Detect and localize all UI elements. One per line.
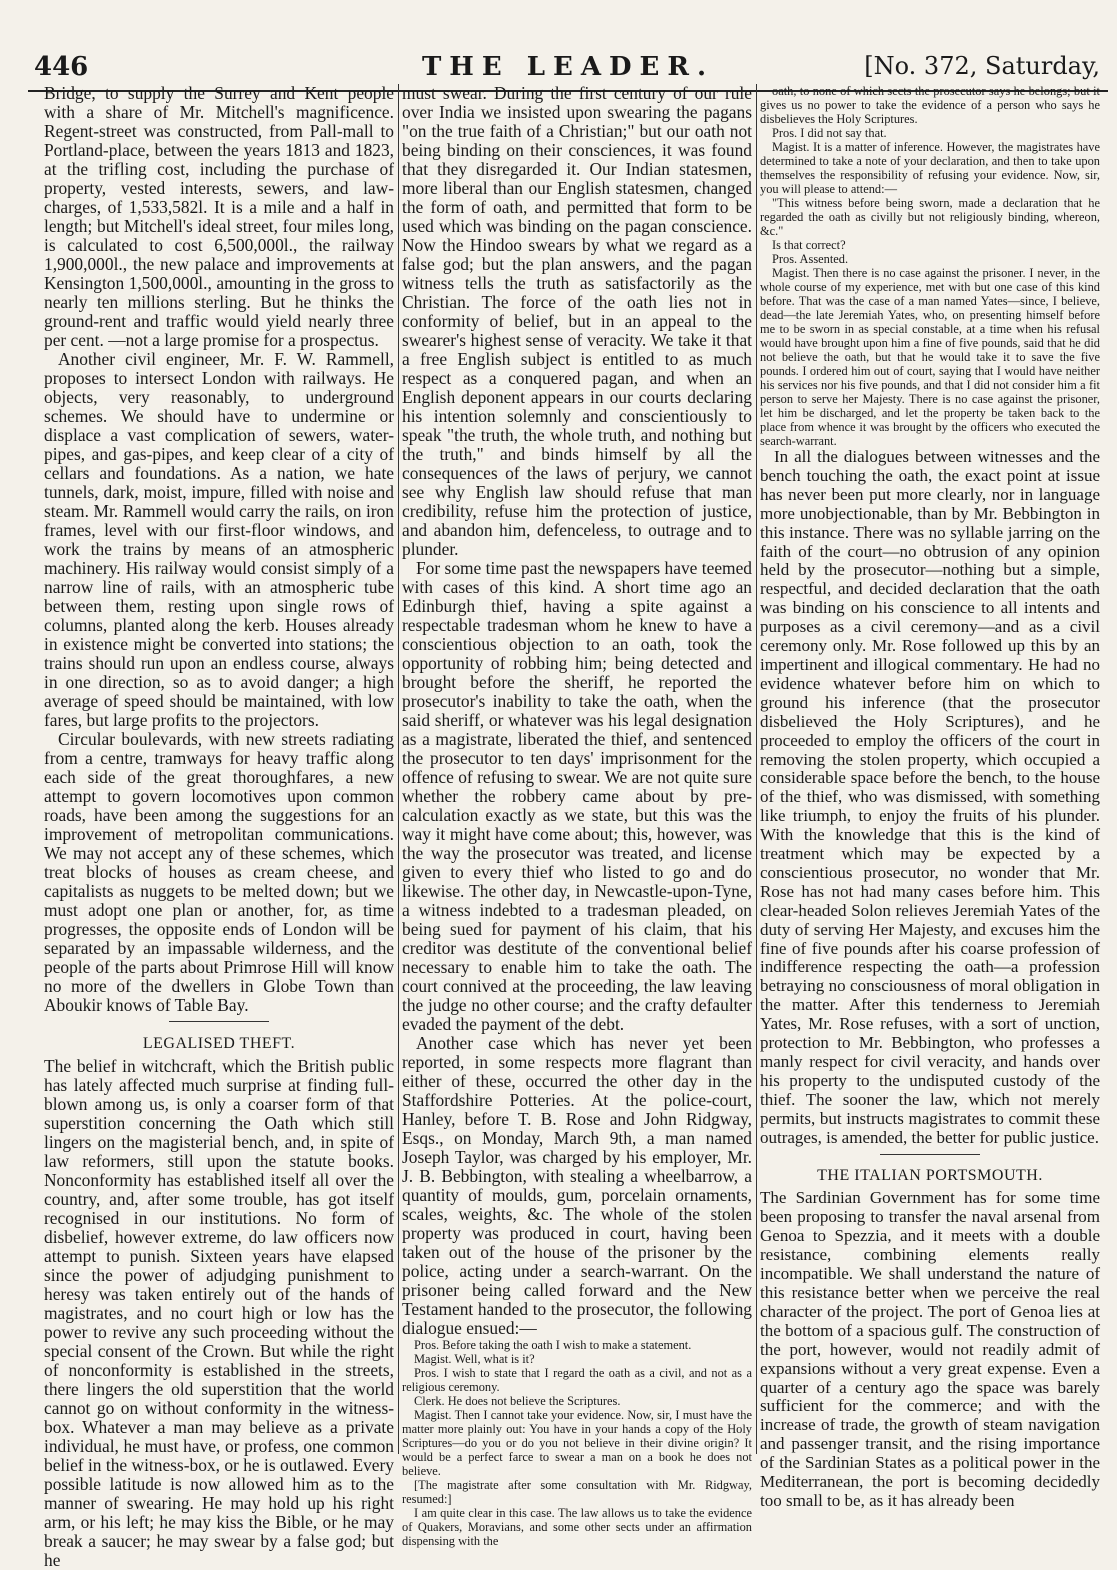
dialogue-line: Pros. I wish to state that I regard the oath as a civil, and not as a religious ceremony.	[402, 1366, 752, 1394]
section-divider	[169, 1021, 269, 1022]
dialogue-line: Pros. I did not say that.	[772, 126, 887, 140]
dialogue-line: Magist. It is a matter of inference. However, the magistrates have determined to take a note of your declaration, and then to take upon themselves the responsibility of refusing your evidence. Now, sir, you will please to attend:—	[760, 140, 1100, 196]
dialogue-line: Pros. Before taking the oath I wish to make a statement.	[414, 1338, 692, 1352]
newspaper-title: THE LEADER.	[421, 52, 715, 82]
column-2	[402, 83, 752, 1548]
paragraph: In all the dialogues between witnesses and the bench touching the oath, the exact point at issue has never been put more clearly, nor in language more unobjectionable, than by Mr. Bebbington in this instance. There was no syllable jarring on the faith of the court—no obtrusion of any opinion held by the prosecutor—nothing but a simple, respectful, and decided declaration that the oath was binding on his conscience to all intents and purposes as a civil ceremony—and as a civil ceremony only. Mr. Rose followed up this by an impertinent and illogical commentary. He had no evidence whatever before him on which to ground his inference (that the prosecutor disbelieved the Holy Scriptures), and he proceeded to employ the officers of the court in removing the stolen property, which occupied a considerable space before the bench, to the house of the thief, who was dismissed, with something like triumph, to enjoy the fruits of his plunder. With the knowledge that this is the kind of treatment which may be expected by a conscientious prosecutor, no wonder that Mr. Rose has not had many cases before him. This clear-headed Solon relieves Jeremiah Yates of the duty of serving Her Majesty, and excuses him the fine of five pounds after his coarse profession of indifference respecting the oath—a profession betraying no consciousness of moral obligation in the matter. After this tenderness to Jeremiah Yates, Mr. Rose refuses, with a sort of unction, protection to Mr. Bebbington, who professes a manly respect for civil veracity, and hands over his property to the undisputed custody of the thief. The sooner the law, which not merely permits, but instructs magistrates to commit these outrages, is amended, the better for public justice.	[760, 447, 1100, 1147]
column-1	[44, 83, 394, 1570]
paragraph: The Sardinian Government has for some time been proposing to transfer the naval arsenal from Genoa to Spezzia, and it meets with a double resistance, combining elements really incompatible. We shall understand the nature of this resistance better when we perceive the real character of the project. The port of Genoa lies at the bottom of a spacious gulf. The construction of the port, however, would not readily admit of expansions without a very great expense. Even a quarter of a century ago the space was barely sufficient for the commerce; and with the increase of trade, the growth of steam navigation and passenger transit, and the rising importance of the Sardinian States as a political power in the Mediterranean, the port is becoming decidedly too small to be, as it has already been	[760, 1188, 1100, 1510]
section-heading: THE ITALIAN PORTSMOUTH.	[817, 1166, 1043, 1184]
paragraph: For some time past the newspapers have teemed with cases of this kind. A short time ago an Edinburgh thief, having a spite against a respectable tradesman whom he knew to have a conscientious objection to an oath, took the opportunity of robbing him; being detected and brought before the sheriff, he reported the prosecutor's inability to take the oath, when the said sheriff, or whatever was his legal designation as a magistrate, liberated the thief, and sentenced the prosecutor to ten days' imprisonment for the offence of refusing to swear. We are not quite sure whether the robbery came about by pre-calculation exactly as we state, but this was the way it might have come about; this, however, was the way the prosecutor was treated, and license given to every thief who listed to go and do likewise. The other day, in Newcastle-upon-Tyne, a witness indebted to a tradesman pleaded, on being sued for payment of his claim, that his creditor was destitute of the conventional belief necessary to enable him to take the oath. The court connived at the proceeding, the law leaving the judge no other course; and the crafty defaulter evaded the payment of the debt.	[402, 558, 752, 1034]
dialogue-line: Magist. Then there is no case against the prisoner. I never, in the whole course of my experience, met with but one case of this kind before. That was the case of a man named Yates—since, I believe, dead—the late Jeremiah Yates, who, on presenting himself before me to be sworn in as special constable, at a time when his refusal would have brought upon him a fine of five pounds, said that he did not believe the oath, but that he would take it to save the five pounds. I ordered him out of court, saying that I would have neither his services nor his five pounds, and that I did not consider him a fit person to serve her Majesty. There is no case against the prisoner, let him be discharged, and let the property be taken back to the place from whence it was brought by the officers who executed the search-warrant.	[760, 266, 1100, 448]
dialogue-line: Clerk. He does not believe the Scriptures.	[414, 1394, 621, 1408]
dialogue-block	[402, 1338, 752, 1548]
issue-number: [No. 372, Saturday,	[864, 52, 1100, 80]
dialogue-line: Magist. Then I cannot take your evidence. Now, sir, I must have the matter more plainly out: You have in your hands a copy of the Holy Scriptures—do you or do you not believe in their divine origin? It would be a perfect farce to swear a man on a book he does not believe.	[402, 1408, 752, 1478]
dialogue-block	[760, 84, 1100, 448]
column-rule	[756, 84, 757, 1454]
dialogue-line: Magist. Well, what is it?	[414, 1352, 535, 1366]
paragraph: Circular boulevards, with new streets radiating from a centre, tramways for heavy traffic along each side of the great thoroughfares, a new attempt to govern locomotives upon common roads, have been among the suggestions for an improvement of metropolitan communications. We may not accept any of these schemes, which treat blocks of houses as cream cheese, and capitalists as nuggets to be melted down; but we must adopt one plan or another, for, as time progresses, the opposite ends of London will be separated by an impassable wilderness, and the people of the parts about Primrose Hill will know no more of the dwellers in Globe Town than Aboukir knows of Table Bay.	[44, 729, 394, 1015]
dialogue-line: Pros. Assented.	[772, 252, 849, 266]
page-number: 446	[34, 52, 89, 82]
paragraph: The belief in witchcraft, which the British public has lately affected much surprise at finding full-blown among us, is only a coarser form of that superstition concerning the Oath which still lingers on the magisterial bench, and, in spite of law reformers, still upon the statute books. Nonconformity has established itself all over the country, and, after some trouble, has got itself recognised in our institutions. No form of disbelief, however extreme, do law officers now attempt to punish. Sixteen years have elapsed since the power of adjudging punishment to heresy was taken entirely out of the hands of magistrates, and no court high or low has the power to revive any such proceeding without the special consent of the Crown. But while the right of nonconformity is established in the streets, there lingers the old superstition that the world cannot go on without conformity in the witness-box. Whatever a man may believe as a private individual, he must have, or profess, one common belief in the witness-box, or he is outlawed. Every possible latitude is now allowed him as to the manner of swearing. He may hold up his right arm, or his left; he may kiss the Bible, or he may break a saucer; he may swear by a false god; but he	[44, 1056, 394, 1570]
dialogue-line: "This witness before being sworn, made a declaration that he regarded the oath as civilly but not religiously binding, whereon, &c."	[760, 196, 1100, 238]
paragraph: must swear. During the first century of our rule over India we insisted upon swearing the pagans "on the true faith of a Christian;" but our oath not being binding on their consciences, it was found that they disregarded it. Our Indian statesmen, more liberal than our English statesmen, changed the form of oath, and permitted that form to be used which was binding on the pagan conscience. Now the Hindoo swears by what we regard as a false god; but the plan answers, and the pagan witness tells the truth as satisfactorily as the Christian. The force of the oath lies not in conformity of belief, but in an appeal to the swearer's highest sense of veracity. We take it that a free English subject is entitled to as much respect as a conquered pagan, and when an English deponent appears in our courts declaring his intention solemnly and conscientiously to speak "the truth, the whole truth, and nothing but the truth," and binds himself by all the consequences of the laws of perjury, we cannot see why English law should refuse that man credibility, refuse him the protection of justice, and abandon him, defenceless, to outrage and to plunder.	[402, 83, 752, 559]
section-heading: LEGALISED THEFT.	[142, 1035, 296, 1052]
dialogue-line: [The magistrate after some consultation with Mr. Ridgway, resumed:]	[402, 1478, 752, 1506]
dialogue-line: I am quite clear in this case. The law allows us to take the evidence of Quakers, Moravians, and some other sects under an affirmation dispensing with the	[402, 1506, 752, 1548]
paragraph: Another civil engineer, Mr. F. W. Rammell, proposes to intersect London with railways. He objects, very reasonably, to underground schemes. We should have to undermine or displace a vast complication of sewers, water-pipes, and gas-pipes, and keep clear of a city of cellars and foundations. As a nation, we hate tunnels, dark, moist, impure, filled with noise and steam. Mr. Rammell would carry the rails, on iron frames, level with our first-floor windows, and work the trains by means of an atmospheric machinery. His railway would consist simply of a narrow line of rails, with an atmospheric tube between them, resting upon single rows of columns, planted along the kerb. Houses already in existence might be converted into stations; the trains should run upon an endless course, always in one direction, so as to avoid danger; a high average of speed should be maintained, with low fares, but large profits to the projectors.	[44, 349, 394, 730]
dialogue-line: Is that correct?	[772, 238, 846, 252]
paragraph: Another case which has never yet been reported, in some respects more flagrant than either of these, occurred the other day in the Staffordshire Potteries. At the police-court, Hanley, before T. B. Rose and John Ridgway, Esqs., on Monday, March 9th, a man named Joseph Taylor, was charged by his employer, Mr. J. B. Bebbington, with stealing a wheelbarrow, a quantity of moulds, gum, porcelain ornaments, scales, weights, &c. The whole of the stolen property was produced in court, having been taken out of the house of the prisoner by the police, acting under a search-warrant. On the prisoner being called forward and the New Testament handed to the prosecutor, the following dialogue ensued:—	[402, 1033, 752, 1338]
section-divider	[880, 1154, 980, 1155]
paragraph: Bridge, to supply the Surrey and Kent people with a share of Mr. Mitchell's magnificence. Regent-street was constructed, from Pall-mall to Portland-place, between the years 1813 and 1823, at the trifling cost, including the purchase of property, vested interests, sewers, and law-charges, of 1,533,582l. It is a mile and a half in length; but Mitchell's ideal street, four miles long, is calculated to cost 6,500,000l., the railway 1,900,000l., the new palace and improvements at Kensington 1,500,000l., amounting in the gross to nearly ten millions sterling. But he thinks the ground-rent and traffic would yield nearly three per cent. —not a large promise for a prospectus.	[44, 83, 394, 350]
dialogue-line: oath, to none of which sects the prosecutor says he belongs; but it gives us no power to take the evidence of a person who says he disbelieves the Holy Scriptures.	[760, 84, 1100, 126]
column-3	[760, 84, 1100, 1510]
column-rule	[398, 84, 399, 1454]
